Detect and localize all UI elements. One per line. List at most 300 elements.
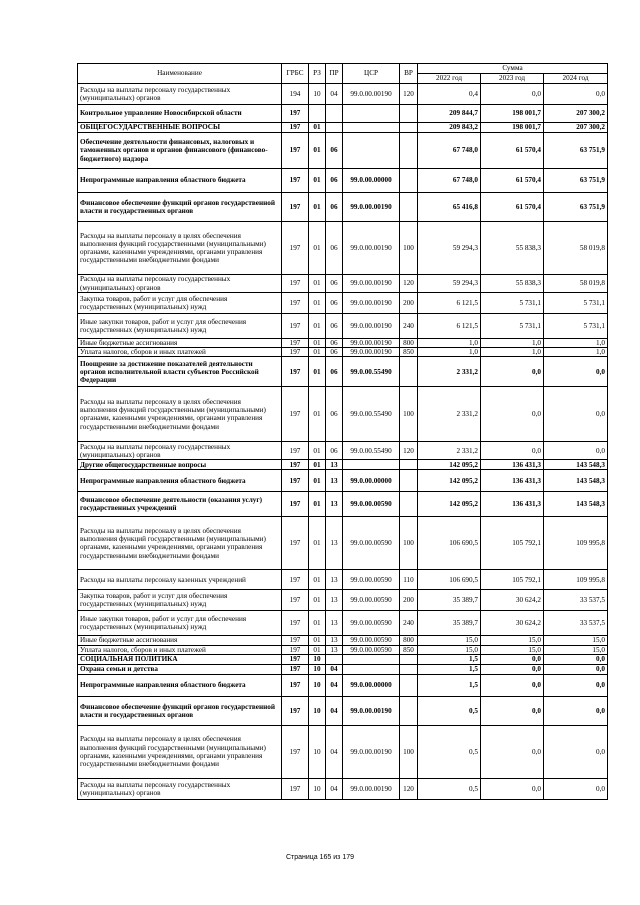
cell-csr [343,105,400,123]
cell-y2024: 207 300,2 [544,123,608,133]
cell-y2023: 136 431,3 [481,460,544,470]
cell-grbs: 197 [282,387,309,442]
header-grbs: ГРБС [282,64,309,84]
cell-y2023: 105 792,1 [481,570,544,590]
cell-y2022: 59 294,3 [418,275,481,293]
cell-name: Расходы на выплаты персоналу в целях обеспечения выполнения функций государственными (муниципальными) органами, казенными учреждениями, органами управления государственными внебюджетными фондами [78,517,282,570]
cell-y2024: 33 537,5 [544,590,608,611]
cell-pr: 13 [326,636,343,645]
cell-grbs: 197 [282,645,309,654]
cell-vr: 200 [400,590,418,611]
cell-y2024: 5 731,1 [544,314,608,339]
cell-y2023: 0,0 [481,654,544,664]
table-row [78,470,608,492]
cell-rz: 10 [309,725,326,778]
cell-name: Обеспечение деятельности финансовых, налоговых и таможенных органов и органов финансового (финансово-бюджетного) надзора [78,133,282,169]
cell-pr: 06 [326,314,343,339]
table-row [78,570,608,590]
cell-pr: 13 [326,645,343,654]
cell-y2024: 143 548,3 [544,492,608,517]
cell-y2023: 0,0 [481,84,544,105]
cell-y2024: 15,0 [544,645,608,654]
header-year-2024: 2024 год [544,74,608,84]
cell-csr: 99.0.00.00190 [343,725,400,778]
cell-grbs: 197 [282,492,309,517]
cell-rz: 01 [309,442,326,460]
cell-y2022: 2 331,2 [418,387,481,442]
cell-vr: 240 [400,314,418,339]
table-row [78,339,608,348]
cell-rz: 01 [309,645,326,654]
cell-name: Расходы на выплаты персоналу в целях обеспечения выполнения функций государственными (муниципальными) органами, казенными учреждениями, органами управления государственными внебюджетными фондами [78,222,282,275]
cell-pr: 04 [326,664,343,674]
cell-grbs: 197 [282,470,309,492]
header-year-2022: 2022 год [418,74,481,84]
cell-csr: 99.0.00.00190 [343,84,400,105]
table-row [78,357,608,387]
cell-pr [326,654,343,664]
cell-vr [400,654,418,664]
cell-csr: 99.0.00.00190 [343,193,400,222]
table-row [78,123,608,133]
cell-y2022: 1,5 [418,654,481,664]
table-row [78,654,608,664]
cell-y2022: 1,5 [418,674,481,696]
cell-y2023: 0,0 [481,442,544,460]
cell-vr [400,105,418,123]
cell-name: Непрограммные направления областного бюджета [78,470,282,492]
cell-y2022: 35 389,7 [418,590,481,611]
cell-y2023: 0,0 [481,674,544,696]
cell-grbs: 197 [282,357,309,387]
cell-y2022: 2 331,2 [418,442,481,460]
cell-grbs: 197 [282,105,309,123]
cell-y2023: 5 731,1 [481,293,544,314]
cell-rz: 01 [309,275,326,293]
cell-pr: 06 [326,169,343,193]
cell-rz: 10 [309,696,326,725]
cell-name: Закупка товаров, работ и услуг для обеспечения государственных (муниципальных) нужд [78,293,282,314]
cell-vr: 110 [400,570,418,590]
cell-pr [326,105,343,123]
cell-vr: 120 [400,442,418,460]
cell-y2024: 63 751,9 [544,169,608,193]
cell-y2024: 0,0 [544,387,608,442]
cell-y2024: 0,0 [544,442,608,460]
cell-y2023: 0,0 [481,696,544,725]
cell-y2024: 0,0 [544,674,608,696]
cell-y2024: 0,0 [544,778,608,799]
cell-y2024: 0,0 [544,725,608,778]
cell-name: Иные закупки товаров, работ и услуг для обеспечения государственных (муниципальных) нужд [78,611,282,636]
cell-y2022: 2 331,2 [418,357,481,387]
cell-csr: 99.0.00.00590 [343,636,400,645]
cell-csr: 99.0.00.00190 [343,314,400,339]
cell-rz: 01 [309,357,326,387]
cell-grbs: 197 [282,725,309,778]
cell-y2024: 207 300,2 [544,105,608,123]
cell-grbs: 197 [282,517,309,570]
cell-grbs: 197 [282,314,309,339]
cell-csr: 99.0.00.00590 [343,590,400,611]
cell-vr [400,460,418,470]
cell-name: Иные закупки товаров, работ и услуг для обеспечения государственных (муниципальных) нужд [78,314,282,339]
table-row [78,169,608,193]
cell-y2022: 0,5 [418,778,481,799]
cell-grbs: 197 [282,654,309,664]
cell-y2024: 0,0 [544,654,608,664]
cell-vr [400,357,418,387]
table-row [78,460,608,470]
cell-csr: 99.0.00.00190 [343,293,400,314]
cell-grbs: 197 [282,590,309,611]
cell-pr: 06 [326,348,343,357]
cell-y2023: 5 731,1 [481,314,544,339]
table-row [78,611,608,636]
cell-name: Поощрение за достижение показателей деятельности органов исполнительной власти субъектов Российской Федерации [78,357,282,387]
header-rz: РЗ [309,64,326,84]
cell-csr: 99.0.00.55490 [343,387,400,442]
cell-pr [326,123,343,133]
table-row [78,348,608,357]
cell-csr: 99.0.00.00000 [343,470,400,492]
cell-y2024: 1,0 [544,339,608,348]
cell-pr: 04 [326,696,343,725]
cell-csr: 99.0.00.00190 [343,778,400,799]
cell-y2022: 67 748,0 [418,133,481,169]
cell-grbs: 197 [282,442,309,460]
cell-vr: 120 [400,84,418,105]
table-row [78,222,608,275]
cell-grbs: 197 [282,133,309,169]
cell-y2023: 30 624,2 [481,611,544,636]
cell-y2024: 0,0 [544,664,608,674]
cell-y2022: 1,0 [418,339,481,348]
cell-y2023: 15,0 [481,645,544,654]
cell-grbs: 197 [282,293,309,314]
cell-csr [343,133,400,169]
cell-y2022: 0,5 [418,696,481,725]
cell-rz: 01 [309,460,326,470]
table-row [78,517,608,570]
cell-vr: 800 [400,636,418,645]
cell-name: Расходы на выплаты персоналу государственных (муниципальных) органов [78,84,282,105]
cell-rz: 01 [309,123,326,133]
cell-grbs: 197 [282,778,309,799]
cell-pr: 13 [326,470,343,492]
cell-pr: 06 [326,293,343,314]
cell-y2024: 109 995,8 [544,570,608,590]
table-row [78,84,608,105]
cell-y2022: 15,0 [418,645,481,654]
table-row [78,387,608,442]
cell-pr: 13 [326,517,343,570]
cell-grbs: 197 [282,348,309,357]
cell-csr: 99.0.00.00190 [343,696,400,725]
cell-grbs: 197 [282,222,309,275]
table-row [78,645,608,654]
cell-y2024: 33 537,5 [544,611,608,636]
cell-name: Контрольное управление Новосибирской области [78,105,282,123]
cell-grbs: 197 [282,460,309,470]
cell-rz: 01 [309,611,326,636]
cell-csr [343,654,400,664]
cell-y2023: 61 570,4 [481,193,544,222]
table-row [78,105,608,123]
cell-y2023: 55 838,3 [481,222,544,275]
cell-grbs: 197 [282,674,309,696]
cell-y2024: 63 751,9 [544,133,608,169]
cell-rz: 01 [309,222,326,275]
cell-y2024: 0,0 [544,696,608,725]
cell-csr: 99.0.00.00190 [343,339,400,348]
cell-name: ОБЩЕГОСУДАРСТВЕННЫЕ ВОПРОСЫ [78,123,282,133]
cell-rz: 01 [309,517,326,570]
cell-pr: 06 [326,339,343,348]
cell-name: Расходы на выплаты персоналу казенных учреждений [78,570,282,590]
cell-y2024: 143 548,3 [544,460,608,470]
cell-name: Уплата налогов, сборов и иных платежей [78,645,282,654]
cell-grbs: 197 [282,123,309,133]
cell-rz: 01 [309,169,326,193]
cell-y2022: 106 690,5 [418,570,481,590]
cell-csr [343,460,400,470]
cell-rz: 01 [309,314,326,339]
cell-pr: 04 [326,674,343,696]
cell-pr: 04 [326,778,343,799]
cell-csr: 99.0.00.00590 [343,611,400,636]
cell-y2022: 209 843,2 [418,123,481,133]
cell-pr: 06 [326,222,343,275]
cell-grbs: 197 [282,193,309,222]
cell-pr: 06 [326,193,343,222]
cell-csr [343,123,400,133]
cell-y2023: 1,0 [481,348,544,357]
budget-table [77,63,608,800]
table-row [78,442,608,460]
cell-y2022: 1,5 [418,664,481,674]
cell-vr [400,470,418,492]
cell-grbs: 197 [282,275,309,293]
cell-y2022: 65 416,8 [418,193,481,222]
cell-csr: 99.0.00.00190 [343,275,400,293]
cell-name: Финансовое обеспечение функций органов государственной власти и государственных органов [78,696,282,725]
cell-pr: 13 [326,590,343,611]
cell-vr: 800 [400,339,418,348]
cell-csr [343,664,400,674]
cell-y2022: 6 121,5 [418,314,481,339]
cell-name: Другие общегосударственные вопросы [78,460,282,470]
cell-y2022: 106 690,5 [418,517,481,570]
cell-grbs: 194 [282,84,309,105]
table-row [78,636,608,645]
cell-grbs: 197 [282,696,309,725]
cell-vr [400,664,418,674]
cell-rz: 01 [309,133,326,169]
cell-pr: 06 [326,387,343,442]
cell-rz: 01 [309,470,326,492]
cell-y2022: 67 748,0 [418,169,481,193]
cell-y2023: 55 838,3 [481,275,544,293]
cell-name: СОЦИАЛЬНАЯ ПОЛИТИКА [78,654,282,664]
table-row [78,674,608,696]
cell-name: Иные бюджетные ассигнования [78,636,282,645]
page-number: Страница 165 из 179 [285,854,355,861]
header-year-2023: 2023 год [481,74,544,84]
cell-y2023: 0,0 [481,387,544,442]
cell-grbs: 197 [282,570,309,590]
cell-csr: 99.0.00.55490 [343,357,400,387]
cell-name: Расходы на выплаты персоналу в целях обеспечения выполнения функций государственными (муниципальными) органами, казенными учреждениями, органами управления государственными внебюджетными фондами [78,387,282,442]
cell-name: Расходы на выплаты персоналу государственных (муниципальных) органов [78,442,282,460]
cell-name: Расходы на выплаты персоналу в целях обеспечения выполнения функций государственными (муниципальными) органами, казенными учреждениями, органами управления государственными внебюджетными фондами [78,725,282,778]
cell-rz: 10 [309,778,326,799]
table-row [78,590,608,611]
table-row [78,492,608,517]
cell-grbs: 197 [282,339,309,348]
cell-csr: 99.0.00.00190 [343,348,400,357]
table-row [78,778,608,799]
cell-y2023: 61 570,4 [481,169,544,193]
cell-rz: 01 [309,293,326,314]
header-name: Наименование [78,64,282,84]
cell-csr: 99.0.00.00590 [343,517,400,570]
cell-name: Иные бюджетные ассигнования [78,339,282,348]
cell-name: Расходы на выплаты персоналу государственных (муниципальных) органов [78,778,282,799]
cell-vr [400,169,418,193]
cell-y2023: 198 001,7 [481,123,544,133]
header-sum: Сумма [418,64,608,74]
cell-vr: 120 [400,275,418,293]
cell-pr: 13 [326,460,343,470]
table-row [78,725,608,778]
cell-vr [400,492,418,517]
cell-vr: 850 [400,645,418,654]
cell-y2024: 0,0 [544,84,608,105]
cell-csr: 99.0.00.00590 [343,492,400,517]
cell-rz: 01 [309,590,326,611]
cell-rz: 10 [309,664,326,674]
cell-grbs: 197 [282,169,309,193]
header-vr: ВР [400,64,418,84]
cell-y2022: 1,0 [418,348,481,357]
cell-y2022: 0,5 [418,725,481,778]
cell-y2022: 142 095,2 [418,460,481,470]
cell-name: Расходы на выплаты персоналу государственных (муниципальных) органов [78,275,282,293]
cell-vr [400,674,418,696]
cell-rz: 01 [309,339,326,348]
cell-name: Уплата налогов, сборов и иных платежей [78,348,282,357]
cell-vr [400,193,418,222]
cell-rz: 01 [309,570,326,590]
cell-y2024: 109 995,8 [544,517,608,570]
cell-vr: 100 [400,387,418,442]
cell-y2022: 142 095,2 [418,492,481,517]
cell-rz: 01 [309,387,326,442]
cell-name: Непрограммные направления областного бюджета [78,674,282,696]
cell-csr: 99.0.00.00590 [343,645,400,654]
cell-y2023: 105 792,1 [481,517,544,570]
cell-rz: 01 [309,348,326,357]
cell-vr: 100 [400,222,418,275]
cell-y2022: 59 294,3 [418,222,481,275]
cell-csr: 99.0.00.55490 [343,442,400,460]
cell-rz: 10 [309,654,326,664]
table-row [78,193,608,222]
cell-rz: 10 [309,84,326,105]
table-row [78,696,608,725]
cell-pr: 13 [326,611,343,636]
cell-y2024: 1,0 [544,348,608,357]
header-csr: ЦСР [343,64,400,84]
table-row [78,314,608,339]
cell-y2023: 198 001,7 [481,105,544,123]
cell-y2023: 61 570,4 [481,133,544,169]
cell-vr: 100 [400,517,418,570]
cell-pr: 06 [326,275,343,293]
cell-name: Финансовое обеспечение деятельности (оказания услуг) государственных учреждений [78,492,282,517]
cell-csr: 99.0.00.00590 [343,570,400,590]
cell-pr: 04 [326,84,343,105]
table-row [78,664,608,674]
cell-y2023: 136 431,3 [481,492,544,517]
cell-y2022: 15,0 [418,636,481,645]
table-row [78,275,608,293]
cell-vr [400,133,418,169]
cell-y2022: 142 095,2 [418,470,481,492]
cell-rz: 10 [309,674,326,696]
cell-name: Финансовое обеспечение функций органов государственной власти и государственных органов [78,193,282,222]
table-row [78,133,608,169]
cell-csr: 99.0.00.00000 [343,169,400,193]
cell-y2024: 0,0 [544,357,608,387]
cell-vr: 100 [400,725,418,778]
cell-y2024: 58 019,8 [544,275,608,293]
cell-y2023: 1,0 [481,339,544,348]
cell-pr: 06 [326,133,343,169]
cell-y2024: 15,0 [544,636,608,645]
cell-rz [309,105,326,123]
cell-grbs: 197 [282,611,309,636]
cell-vr: 240 [400,611,418,636]
cell-y2024: 58 019,8 [544,222,608,275]
cell-rz: 01 [309,193,326,222]
cell-y2023: 136 431,3 [481,470,544,492]
cell-y2023: 30 624,2 [481,590,544,611]
cell-grbs: 197 [282,664,309,674]
cell-y2022: 0,4 [418,84,481,105]
cell-rz: 01 [309,492,326,517]
cell-grbs: 197 [282,636,309,645]
cell-y2022: 209 844,7 [418,105,481,123]
cell-name: Охрана семьи и детства [78,664,282,674]
cell-y2022: 6 121,5 [418,293,481,314]
cell-y2023: 0,0 [481,357,544,387]
cell-pr: 06 [326,442,343,460]
cell-pr: 13 [326,492,343,517]
cell-pr: 04 [326,725,343,778]
cell-csr: 99.0.00.00190 [343,222,400,275]
cell-rz: 01 [309,636,326,645]
cell-y2023: 0,0 [481,725,544,778]
cell-vr [400,123,418,133]
table-body [78,84,608,800]
cell-vr: 120 [400,778,418,799]
cell-y2023: 15,0 [481,636,544,645]
cell-pr: 06 [326,357,343,387]
cell-y2024: 5 731,1 [544,293,608,314]
table-row [78,293,608,314]
